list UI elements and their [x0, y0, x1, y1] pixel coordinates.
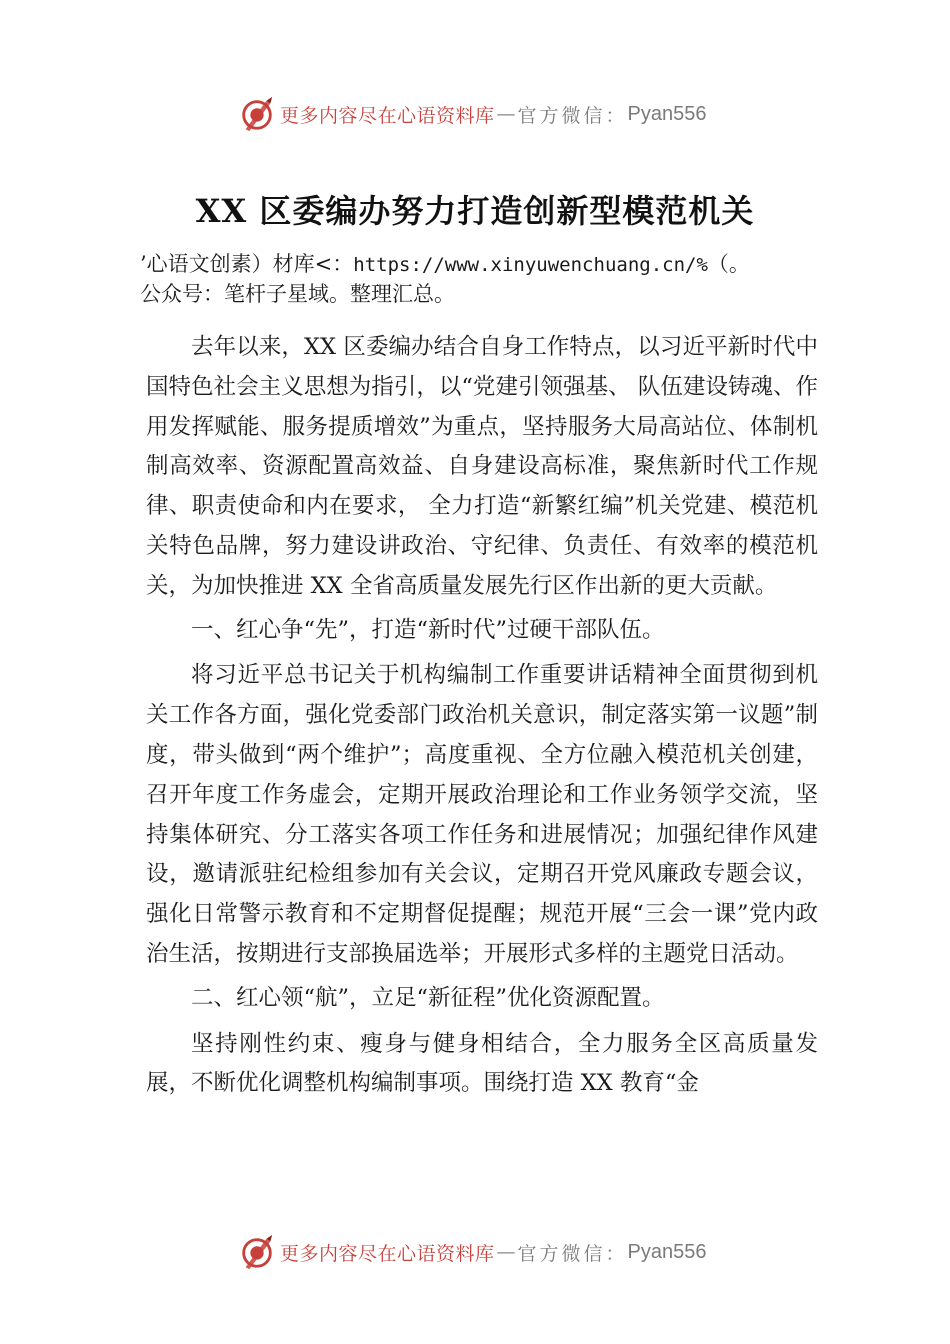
watermark-brand: 更多内容尽在心语资料库 — [280, 104, 495, 127]
watermark-dash: — — [496, 1241, 516, 1263]
document-body — [146, 328, 818, 1108]
watermark-wechat-label: 官方微信： — [517, 1242, 628, 1265]
watermark-dash: — — [496, 103, 516, 125]
header-watermark — [238, 94, 707, 134]
source-line-1 — [140, 250, 840, 280]
source-note — [140, 250, 840, 309]
paragraph-section-2: 坚持刚性约束、瘦身与健身相结合，全力服务全区高质量发展，不断优化调整机构编制事项。围绕打造 XX 教育“金 — [146, 1030, 818, 1097]
watermark-brand: 更多内容尽在心语资料库 — [280, 1242, 495, 1265]
paragraph-section-1: 将习近平总书记关于机构编制工作重要讲话精神全面贯彻到机关工作各方面，强化党委部门政治机关意识，制定落实第一议题”制度，带头做到“两个维护”；高度重视、全方位融入模范机关创建，召开年度工作务虚会，定期开展政治理论和工作业务领学交流，坚持集体研究、分工落实各项工作任务和进展情况；加强纪律作风建设，邀请派驻纪检组参加有关会议，定期召开党风廉政专题会议，强化日常警示教育和不定期督促提醒；规范开展“三会一课”党内政治生活，按期进行支部换届选举；开展形式多样的主题党日活动。 — [146, 662, 818, 967]
source-line-2: 公众号：笔杆子星域。整理汇总。 — [140, 282, 455, 306]
pen-logo-icon — [238, 1233, 276, 1271]
pen-logo-icon — [238, 95, 276, 133]
section-heading-2: 二、红心领“航”，立足“新征程”优化资源配置。 — [191, 984, 665, 1011]
section-heading-1: 一、红心争“先”，打造“新时代”过硬干部队伍。 — [191, 616, 665, 643]
watermark-wechat-id: Pyan556 — [627, 102, 707, 125]
watermark-wechat-id: Pyan556 — [627, 1240, 707, 1263]
source-suffix: （。 — [707, 252, 750, 276]
document-title: XX 区委编办努力打造创新型模范机关 — [195, 192, 755, 230]
footer-watermark — [238, 1232, 707, 1272]
source-prefix: ’心语文创素）材库<： — [140, 252, 354, 276]
paragraph-intro: 去年以来，XX 区委编办结合自身工作特点，以习近平新时代中国特色社会主义思想为指引，以“党建引领强基、 队伍建设铸魂、作用发挥赋能、服务提质增效”为重点，坚持服务大局高站位、体制机制高效率、资源配置高效益、自身建设高标准，聚焦新时代工作规律、职责使命和内在要求， 全力打造“新繁红编”机关党建、模范机关特色品牌，努力建设讲政治、守纪律、负责任、有效率的模范机关，为加快推进 XX 全省高质量发展先行区作出新的更大贡献。 — [146, 334, 818, 599]
source-url-link[interactable]: https://www.xinyuwenchuang.cn/% — [353, 254, 708, 276]
watermark-wechat-label: 官方微信： — [517, 104, 628, 127]
